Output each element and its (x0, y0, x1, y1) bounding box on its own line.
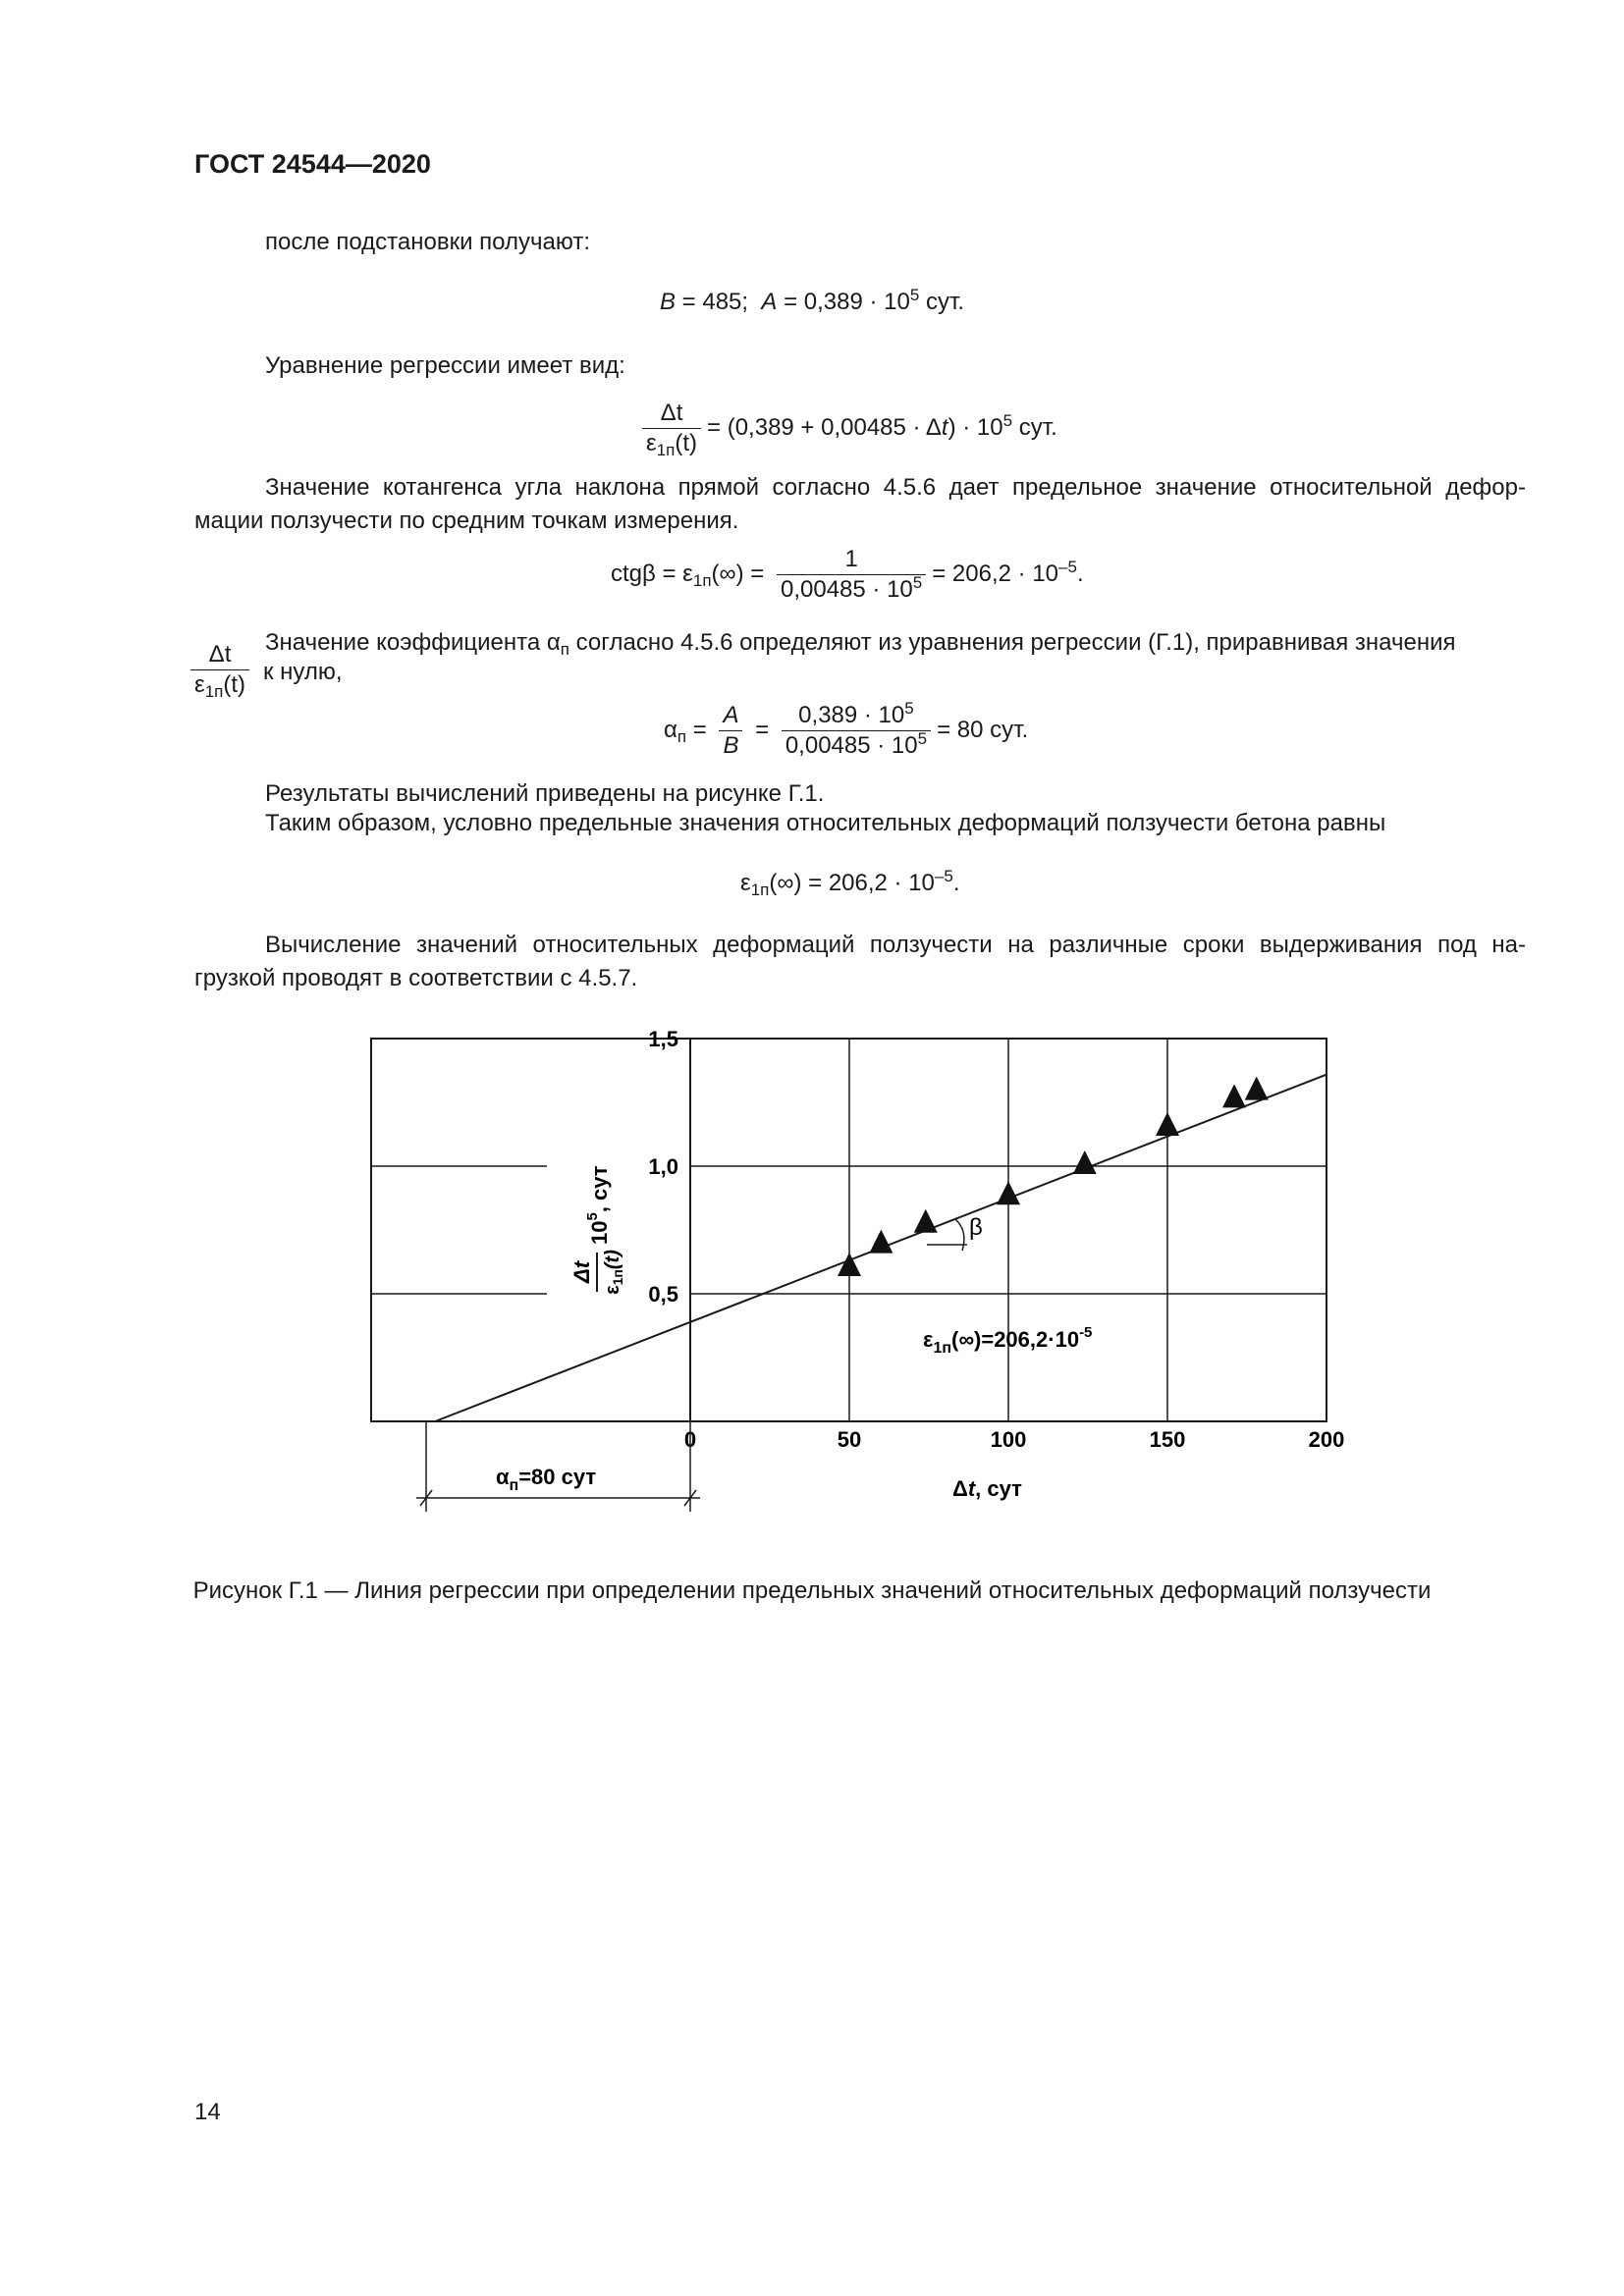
y-label-rest: $10^5$, сут (584, 1165, 612, 1245)
alpha-eq2: = (755, 716, 770, 743)
data-point-2 (869, 1230, 893, 1254)
y-tick-label-1.5: 1,5 (648, 1027, 678, 1051)
alpha-dimension (416, 1421, 700, 1512)
regression-rhs: = $(0,389 + 0,00485 \cdot \Delta t) \cdot 10^5$ сут. (707, 410, 1057, 441)
chart-ticks (648, 1027, 1344, 1452)
data-point-7 (1222, 1084, 1246, 1107)
paragraph-results: Результаты вычислений приведены на рисунке Г.1. (265, 780, 825, 807)
paragraph-regression-intro: Уравнение регрессии имеет вид: (265, 352, 625, 379)
paragraph-calc-line1: Вычисление значений относительных деформаций ползучести на различные сроки выдерживания под на- (265, 932, 1526, 958)
side-fraction-num: Δt (190, 640, 249, 670)
y-tick-label-0.5: 0,5 (648, 1282, 678, 1307)
x-axis-label: Δt, сут (952, 1476, 1022, 1501)
data-point-6 (1156, 1112, 1179, 1136)
paragraph-thus: Таким образом, условно предельные значения относительных деформаций ползучести бетона равны (265, 810, 1386, 836)
x-tick-label-50: 50 (837, 1427, 862, 1452)
eq-a-unit: сут. (919, 289, 964, 315)
eq-b-symbol: B (659, 289, 676, 315)
data-point-3 (914, 1209, 938, 1233)
alpha-fraction-values-den: $0,00485 \cdot 10^5$ (785, 729, 928, 759)
regression-fraction-num: Δt (642, 399, 701, 429)
eq-a-exp: 5 (909, 286, 920, 304)
x-tick-label-150: 150 (1149, 1427, 1186, 1452)
document-code: ГОСТ 24544—2020 (194, 149, 431, 179)
eq-a-symbol: A (761, 289, 778, 315)
alpha-dim-label: $\alpha_п=80$ сут (496, 1465, 597, 1494)
regression-fraction-den: $\varepsilon_{1п}(t)$ (646, 430, 698, 459)
ctg-rhs: = $206,2 \cdot 10^{-5}$. (932, 557, 1084, 587)
angle-beta-label: β (969, 1214, 983, 1241)
angle-arc (955, 1219, 964, 1251)
y-tick-label-1: 1,0 (648, 1154, 678, 1179)
paragraph-cotangent-line2: мации ползучести по средним точкам измерения. (194, 507, 739, 534)
ctg-lhs: $ctg\beta = \varepsilon_{1п}(\infty)$ = (611, 560, 765, 590)
chart-points (838, 1077, 1269, 1276)
ctg-fraction-num: 1 (777, 545, 926, 575)
eq-b-rest: = 485; (676, 289, 749, 315)
alpha-eq1: = (692, 716, 707, 743)
x-tick-label-200: 200 (1308, 1427, 1345, 1452)
alpha-rhs: = 80 сут. (937, 716, 1029, 743)
paragraph-substitution: после подстановки получают: (265, 229, 590, 255)
data-point-4 (997, 1181, 1020, 1204)
side-fraction-den: $\varepsilon_{1п}(t)$ (194, 671, 246, 701)
data-point-8 (1245, 1077, 1269, 1100)
paragraph-calc-line2: грузкой проводят в соответствии с 4.5.7. (194, 965, 638, 991)
equation-limit: $\varepsilon_{1п}(\infty) = 206,2 \cdot 10^{-5}$. (740, 867, 960, 899)
alpha-lhs: $\alpha_п$ (664, 716, 687, 746)
y-label-num: Δt (569, 1260, 594, 1284)
x-tick-label-100: 100 (990, 1427, 1027, 1452)
alpha-fraction-values-num: $0,389 \cdot 10^5$ (782, 701, 931, 731)
eq-a-mid: = 0,389 · 10 (777, 289, 910, 315)
page-number: 14 (194, 2099, 221, 2125)
alpha-fraction-ab-den: B (723, 732, 739, 759)
alpha-fraction-ab-num: A (719, 701, 742, 731)
ctg-fraction-den: $0,00485 \cdot 10^5$ (781, 573, 923, 603)
figure-caption: Рисунок Г.1 — Линия регрессии при определении предельных значений относительных деформаций ползучести (192, 1577, 1432, 1604)
x-tick-label-0: 0 (683, 1427, 697, 1452)
y-axis-label (569, 1165, 625, 1295)
paragraph-cotangent-line1: Значение котангенса угла наклона прямой согласно 4.5.6 дает предельное значение относительной дефор- (265, 474, 1526, 501)
data-point-5 (1073, 1150, 1097, 1174)
y-label-den: $\varepsilon_{1п}(t)$ (602, 1250, 625, 1295)
paragraph-alpha-line2: к нулю, (263, 659, 343, 685)
chart-annotation: $\varepsilon_{1п}(\infty)=206,2\cdot 10^{-5}$ (923, 1324, 1093, 1357)
paragraph-alpha-line1: Значение коэффициента $\alpha_п$ согласно 4.5.6 определяют из уравнения регрессии (Г.1), приравнивая значения (265, 629, 1456, 659)
